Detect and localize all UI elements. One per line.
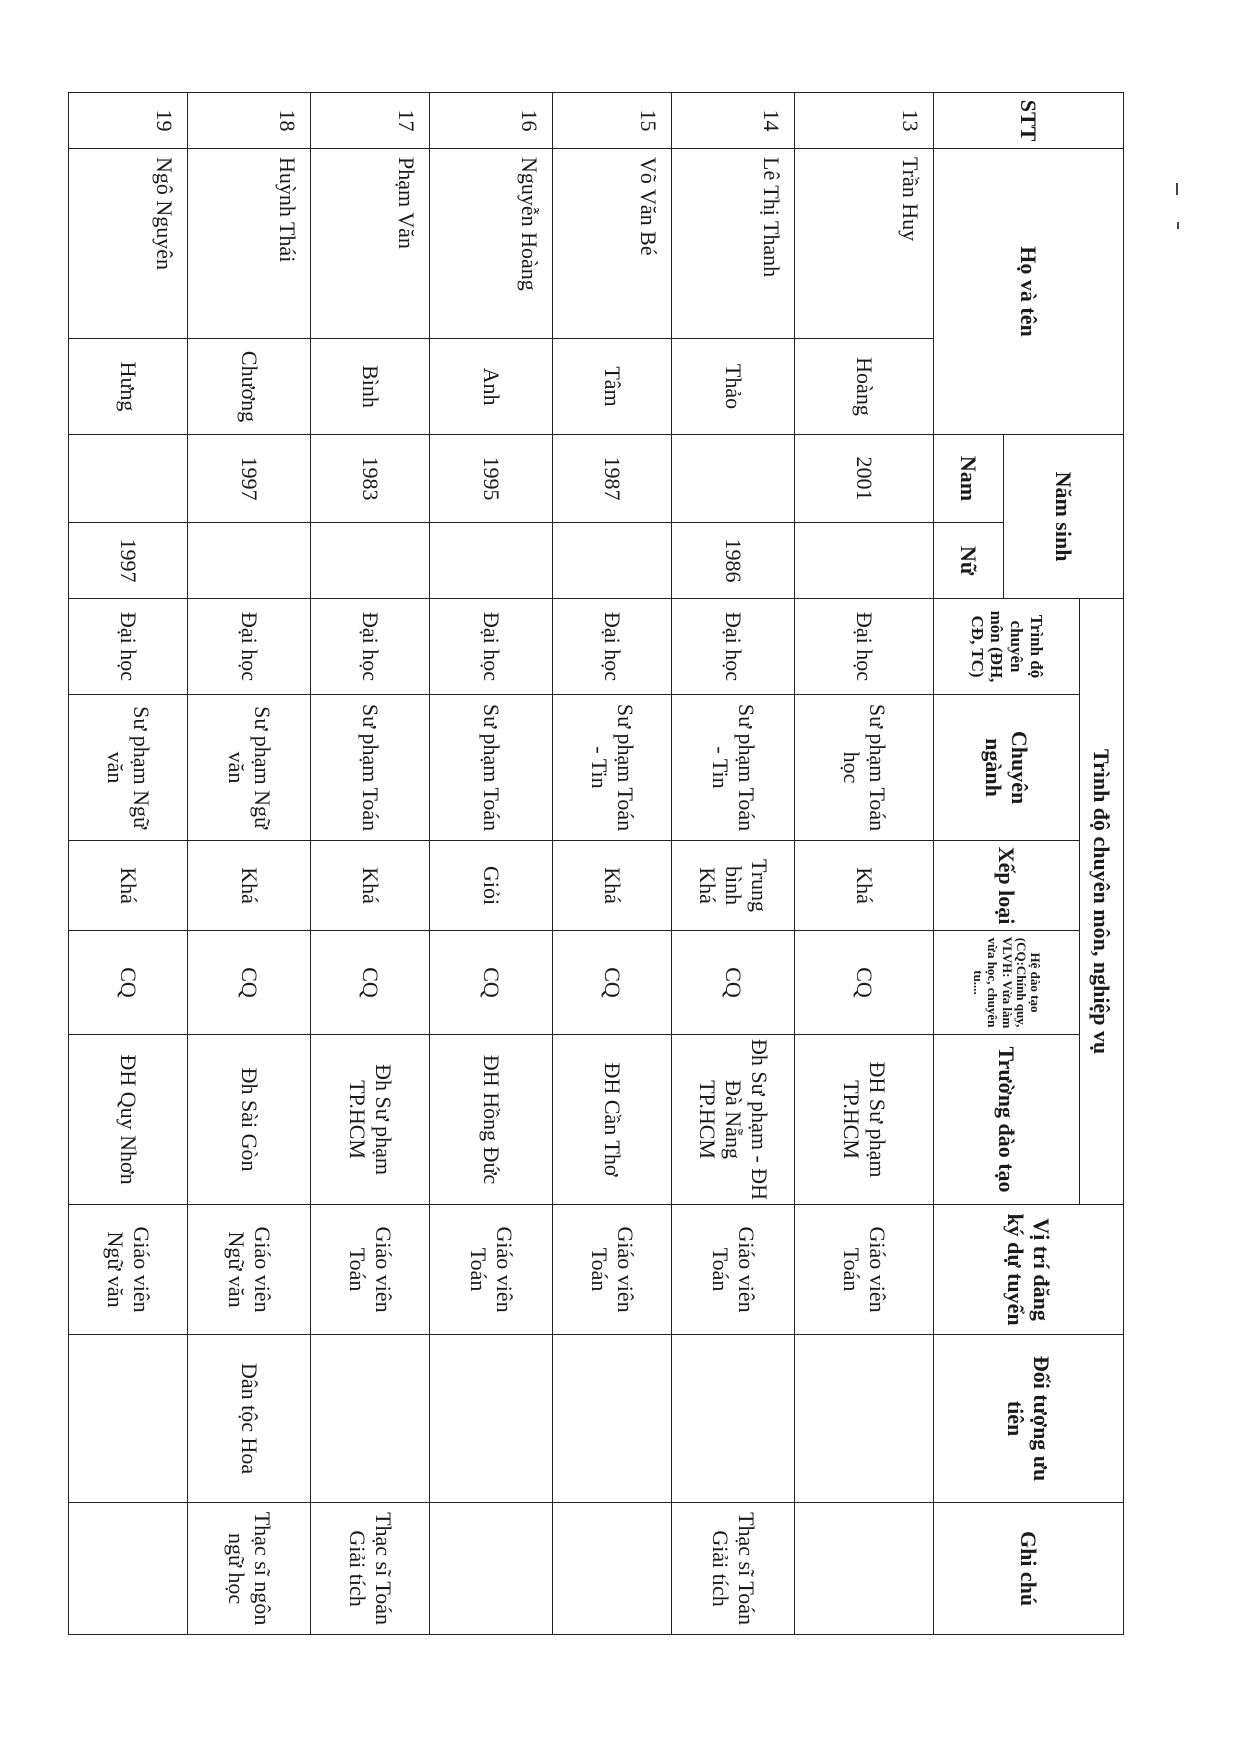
cell-nu (794, 523, 933, 599)
cell-chuyen-nganh: Sư phạm Ngữ văn (187, 695, 310, 841)
cell-truong: ĐH Cần Thơ (552, 1035, 671, 1205)
cell-doi-tuong (552, 1335, 671, 1503)
cell-ho: Trần Huy (794, 149, 933, 339)
cell-ghi-chu (552, 1503, 671, 1635)
cell-xep-loai: Giỏi (429, 841, 552, 931)
header-trinh-do-group: Trình độ chuyên môn, nghiệp vụ (1080, 599, 1124, 1205)
cell-vi-tri: Giáo viên Toán (429, 1205, 552, 1335)
cell-he: CQ (671, 931, 794, 1035)
cell-truong: Đh Sư phạm TP.HCM (310, 1035, 429, 1205)
cell-nam: 1995 (429, 435, 552, 523)
header-nu: Nữ (934, 523, 1004, 599)
cell-stt: 16 (429, 93, 552, 149)
cell-vi-tri: Giáo viên Toán (671, 1205, 794, 1335)
cell-ghi-chu: Thạc sĩ ngôn ngữ học (187, 1503, 310, 1635)
cell-nu (552, 523, 671, 599)
cell-truong: Đh Sài Gòn (187, 1035, 310, 1205)
cell-stt: 13 (794, 93, 933, 149)
cell-vi-tri: Giáo viên Ngữ văn (69, 1205, 188, 1335)
cell-stt: 15 (552, 93, 671, 149)
cell-he: CQ (69, 931, 188, 1035)
cell-nam: 1997 (187, 435, 310, 523)
cell-stt: 18 (187, 93, 310, 149)
cell-doi-tuong (671, 1335, 794, 1503)
header-he-dao-tao: Hệ đào tạo (CQ:Chính quy, VLVH: Vừa làm vừa học, chuyên tu.... (934, 931, 1080, 1035)
cell-nam (671, 435, 794, 523)
cell-truong: ĐH Quy Nhơn (69, 1035, 188, 1205)
cell-chuyen-nganh: Sư phạm Toán - Tin (671, 695, 794, 841)
cell-chuyen-nganh: Sư phạm Toán - Tin (552, 695, 671, 841)
cell-trinh-do: Đại học (671, 599, 794, 695)
margin-tick-bottom (1177, 222, 1179, 229)
cell-nu (429, 523, 552, 599)
cell-nu (310, 523, 429, 599)
cell-trinh-do: Đại học (552, 599, 671, 695)
cell-ten: Anh (429, 339, 552, 435)
header-ghi-chu: Ghi chú (934, 1503, 1124, 1635)
header-truong-dao-tao: Trường đào tạo (934, 1035, 1080, 1205)
cell-nam (69, 435, 188, 523)
cell-chuyen-nganh: Sư phạm Toán học (794, 695, 933, 841)
cell-ten: Bình (310, 339, 429, 435)
cell-ghi-chu (69, 1503, 188, 1635)
cell-ho: Nguyễn Hoàng (429, 149, 552, 339)
cell-truong: Đh Sư phạm - ĐH Đà Nẵng TP.HCM (671, 1035, 794, 1205)
table-row (69, 93, 188, 1635)
cell-ho: Phạm Văn (310, 149, 429, 339)
header-vi-tri: Vị trí đăng ký dự tuyển (934, 1205, 1124, 1335)
cell-ten: Hưng (69, 339, 188, 435)
cell-doi-tuong: Dân tộc Hoa (187, 1335, 310, 1503)
header-xep-loai: Xếp loại (934, 841, 1080, 931)
table-row (552, 93, 671, 1635)
cell-trinh-do: Đại học (187, 599, 310, 695)
cell-ten: Tâm (552, 339, 671, 435)
cell-chuyen-nganh: Sư phạm Toán (310, 695, 429, 841)
cell-he: CQ (429, 931, 552, 1035)
cell-doi-tuong (69, 1335, 188, 1503)
cell-he: CQ (187, 931, 310, 1035)
header-chuyen-nganh: Chuyên ngành (934, 695, 1080, 841)
cell-nu: 1986 (671, 523, 794, 599)
table-row (671, 93, 794, 1635)
cell-vi-tri: Giáo viên Toán (552, 1205, 671, 1335)
cell-stt: 17 (310, 93, 429, 149)
cell-vi-tri: Giáo viên Ngữ văn (187, 1205, 310, 1335)
header-trinh-do: Trình độ chuyên môn (ĐH, CĐ, TC) (934, 599, 1080, 695)
cell-ghi-chu: Thạc sĩ Toán Giải tích (310, 1503, 429, 1635)
header-nam-sinh: Năm sinh (1004, 435, 1124, 599)
table-row (429, 93, 552, 1635)
cell-chuyen-nganh: Sư phạm Ngữ văn (69, 695, 188, 841)
cell-xep-loai: Khá (69, 841, 188, 931)
cell-ho: Huỳnh Thái (187, 149, 310, 339)
header-nam: Nam (934, 435, 1004, 523)
table-row (794, 93, 933, 1635)
cell-doi-tuong (310, 1335, 429, 1503)
cell-vi-tri: Giáo viên Toán (794, 1205, 933, 1335)
cell-he: CQ (794, 931, 933, 1035)
cell-ghi-chu: Thạc sĩ Toán Giải tích (671, 1503, 794, 1635)
cell-nu: 1997 (69, 523, 188, 599)
cell-trinh-do: Đại học (794, 599, 933, 695)
cell-xep-loai: Khá (552, 841, 671, 931)
cell-nam: 1987 (552, 435, 671, 523)
cell-he: CQ (552, 931, 671, 1035)
cell-ho: Ngô Nguyên (69, 149, 188, 339)
header-stt: STT (934, 93, 1124, 149)
cell-stt: 14 (671, 93, 794, 149)
cell-ho: Lê Thị Thanh (671, 149, 794, 339)
rotated-table-wrapper (68, 92, 1124, 1634)
cell-ghi-chu (429, 1503, 552, 1635)
cell-stt: 19 (69, 93, 188, 149)
cell-xep-loai: Khá (310, 841, 429, 931)
cell-xep-loai: Khá (187, 841, 310, 931)
cell-ghi-chu (794, 1503, 933, 1635)
cell-trinh-do: Đại học (69, 599, 188, 695)
cell-ten: Thảo (671, 339, 794, 435)
header-doi-tuong: Đối tượng ưu tiên (934, 1335, 1124, 1503)
table-row (187, 93, 310, 1635)
cell-nu (187, 523, 310, 599)
cell-ten: Hoàng (794, 339, 933, 435)
cell-nam: 2001 (794, 435, 933, 523)
cell-trinh-do: Đại học (310, 599, 429, 695)
cell-ten: Chương (187, 339, 310, 435)
cell-chuyen-nganh: Sư phạm Toán (429, 695, 552, 841)
header-ho-va-ten: Họ và tên (934, 149, 1124, 435)
cell-ho: Võ Văn Bé (552, 149, 671, 339)
cell-vi-tri: Giáo viên Toán (310, 1205, 429, 1335)
candidate-table (68, 92, 1124, 1635)
cell-xep-loai: Trung bình Khá (671, 841, 794, 931)
cell-xep-loai: Khá (794, 841, 933, 931)
margin-tick-top (1176, 183, 1178, 195)
cell-doi-tuong (429, 1335, 552, 1503)
table-row (310, 93, 429, 1635)
cell-trinh-do: Đại học (429, 599, 552, 695)
cell-nam: 1983 (310, 435, 429, 523)
cell-truong: ĐH Hồng Đức (429, 1035, 552, 1205)
cell-doi-tuong (794, 1335, 933, 1503)
cell-he: CQ (310, 931, 429, 1035)
cell-truong: ĐH Sư phạm TP.HCM (794, 1035, 933, 1205)
